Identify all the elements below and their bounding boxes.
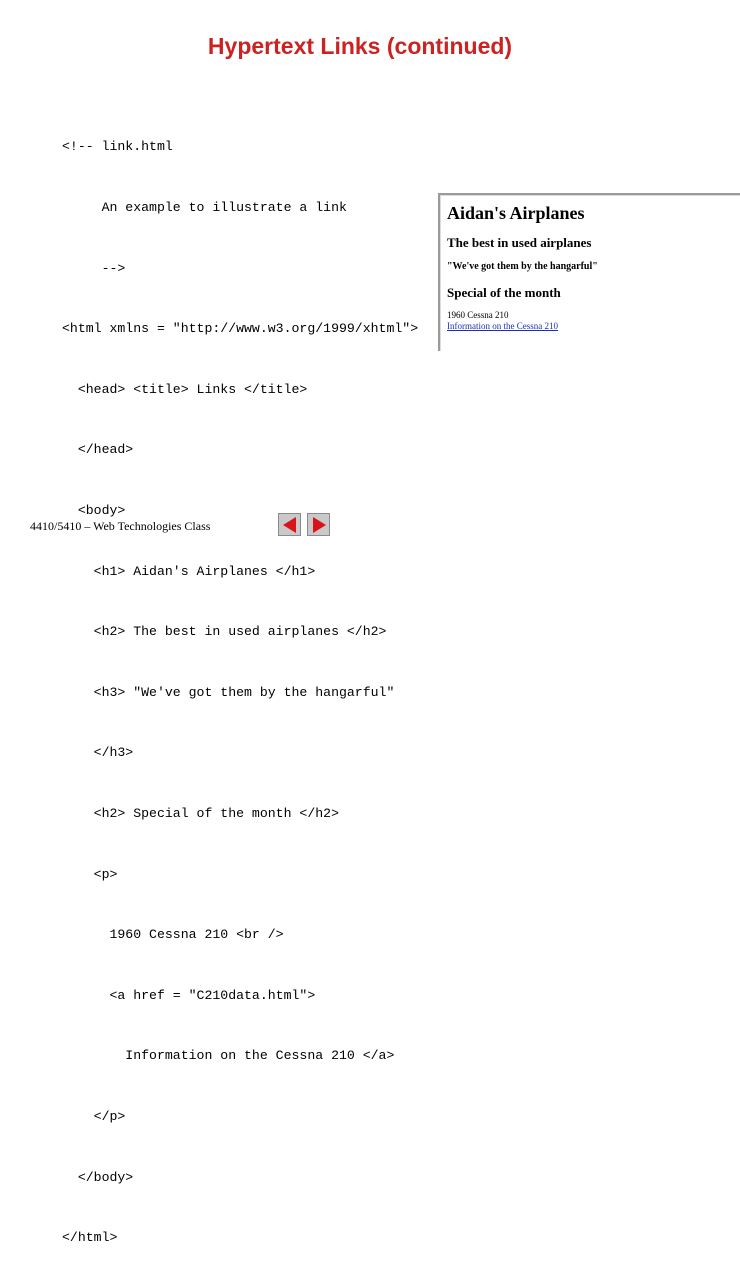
triangle-left-icon bbox=[283, 517, 296, 533]
code-line: <h1> Aidan's Airplanes </h1> bbox=[62, 563, 316, 579]
code-line: <head> <title> Links </title> bbox=[62, 381, 308, 397]
code-line: <!-- link.html bbox=[62, 139, 173, 155]
code-line: <h2> The best in used airplanes </h2> bbox=[62, 624, 387, 640]
code-line: Information on the Cessna 210 </a> bbox=[62, 1048, 395, 1064]
preview-paragraph bbox=[447, 310, 558, 332]
code-line: <body> bbox=[62, 502, 126, 518]
preview-heading-1: Aidan's Airplanes bbox=[447, 203, 585, 223]
code-line: <h2> Special of the month </h2> bbox=[62, 805, 339, 821]
code-line: </html> bbox=[62, 1230, 118, 1246]
code-listing bbox=[62, 97, 418, 1268]
code-line: --> bbox=[62, 260, 126, 276]
next-slide-button[interactable] bbox=[307, 513, 330, 536]
previous-slide-button[interactable] bbox=[278, 513, 301, 536]
triangle-right-icon bbox=[313, 517, 326, 533]
code-line: </body> bbox=[62, 1169, 134, 1185]
slide-title: Hypertext Links (continued) bbox=[207, 33, 513, 59]
code-line: <html xmlns = "http://www.w3.org/1999/xhtml"> bbox=[62, 321, 419, 337]
code-line: </h3> bbox=[62, 745, 134, 761]
preview-cessna-link[interactable]: Information on the Cessna 210 bbox=[447, 321, 558, 331]
code-line: </p> bbox=[62, 1108, 126, 1124]
footer-course-label: 4410/5410 – Web Technologies Class bbox=[30, 519, 211, 533]
code-line: <a href = "C210data.html"> bbox=[62, 987, 316, 1003]
code-line: 1960 Cessna 210 <br /> bbox=[62, 927, 284, 943]
preview-heading-tagline: The best in used airplanes bbox=[447, 235, 592, 250]
code-line: <p> bbox=[62, 866, 118, 882]
code-line: </head> bbox=[62, 442, 134, 458]
preview-heading-special: Special of the month bbox=[447, 285, 561, 300]
code-line: An example to illustrate a link bbox=[62, 200, 347, 215]
preview-heading-3: "We've got them by the hangarful" bbox=[447, 261, 598, 272]
code-line: <h3> "We've got them by the hangarful" bbox=[62, 684, 395, 700]
browser-preview bbox=[438, 193, 740, 351]
preview-paragraph-text: 1960 Cessna 210 bbox=[447, 310, 509, 320]
